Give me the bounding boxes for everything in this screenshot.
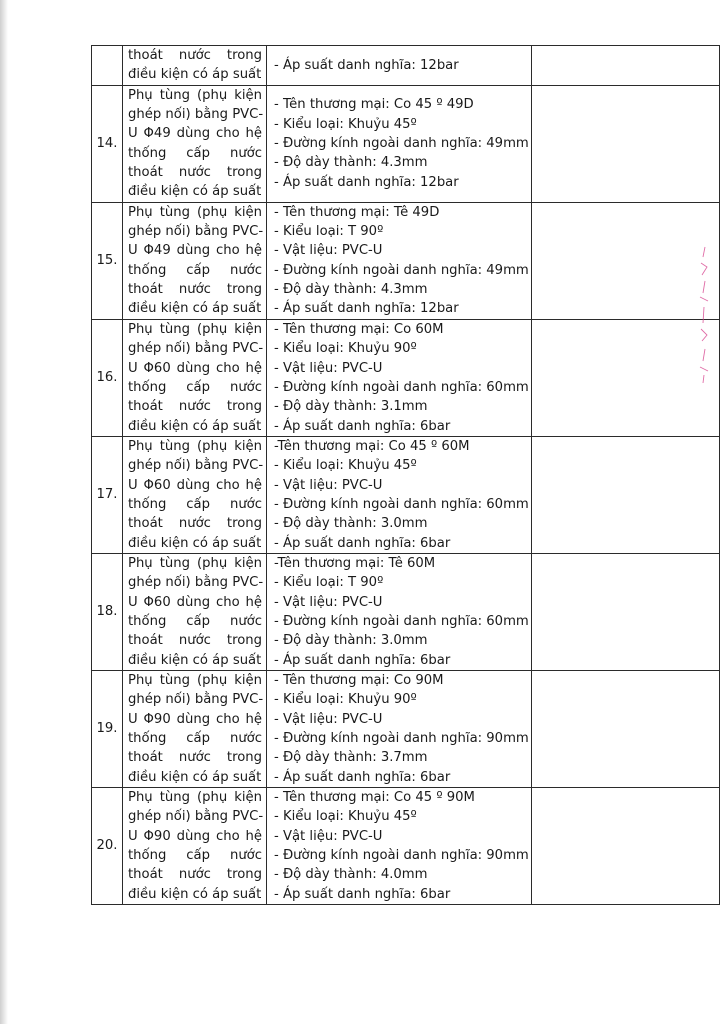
specification-cell bbox=[267, 85, 532, 202]
table-row bbox=[92, 788, 720, 905]
specification-cell bbox=[267, 436, 532, 553]
specification-line: - Tên thương mại: Co 60M bbox=[274, 321, 444, 337]
specification-line: - Tên thương mại: Co 45 º 49D bbox=[274, 97, 474, 113]
table-row bbox=[92, 202, 720, 319]
product-name-line: U Φ60 dùng cho hệ bbox=[128, 360, 262, 376]
product-name-line: ghép nối) bằng PVC- bbox=[128, 458, 264, 474]
product-name-line: U Φ90 dùng cho hệ bbox=[128, 828, 262, 844]
specification-line: - Tên thương mại: Co 90M bbox=[274, 673, 444, 688]
specification-line: - Vật liệu: PVC-U bbox=[274, 828, 383, 844]
product-name-line: U Φ60 dùng cho hệ bbox=[128, 477, 262, 493]
specification-line: - Độ dày thành: 3.1mm bbox=[274, 399, 428, 415]
product-name-line: thống cấp nước bbox=[128, 731, 262, 747]
specification-line: - Độ dày thành: 4.3mm bbox=[274, 155, 428, 171]
specification-line: - Vật liệu: PVC-U bbox=[274, 477, 383, 493]
product-name-line: thoát nước trong bbox=[128, 516, 262, 532]
specification-cell bbox=[267, 319, 532, 436]
notes-cell bbox=[532, 46, 720, 86]
specification-line: - Đường kính ngoài danh nghĩa: 60mm bbox=[274, 379, 529, 395]
product-name-line: thống cấp nước bbox=[128, 496, 262, 512]
product-name-line: thống cấp nước bbox=[128, 613, 262, 629]
specification-line: - Kiểu loại: Khuỷu 45º bbox=[274, 809, 417, 825]
table-row bbox=[92, 319, 720, 436]
specification-line: - Tên thương mại: Co 45 º 90M bbox=[274, 790, 475, 806]
specification-cell bbox=[267, 671, 532, 788]
product-name-line: điều kiện có áp suất bbox=[128, 769, 262, 785]
product-name-line: thoát nước trong bbox=[128, 165, 262, 181]
specification-line: - Đường kính ngoài danh nghĩa: 60mm bbox=[274, 613, 529, 629]
product-name-line: U Φ49 dùng cho hệ bbox=[128, 243, 262, 259]
specification-line: - Áp suất danh nghĩa: 6bar bbox=[274, 769, 451, 785]
table-row bbox=[92, 436, 720, 553]
product-name-cell bbox=[123, 85, 267, 202]
product-name-line: điều kiện có áp suất bbox=[128, 886, 262, 902]
product-name-cell bbox=[123, 319, 267, 436]
product-name-cell bbox=[123, 788, 267, 905]
notes-cell bbox=[532, 671, 720, 788]
specification-line: - Áp suất danh nghĩa: 6bar bbox=[274, 652, 451, 668]
notes-cell bbox=[532, 202, 720, 319]
specification-line: - Áp suất danh nghĩa: 6bar bbox=[274, 418, 451, 434]
specification-line: - Độ dày thành: 4.0mm bbox=[274, 867, 428, 883]
specification-line: - Áp suất danh nghĩa: 6bar bbox=[274, 886, 451, 902]
product-name-line: ghép nối) bằng PVC- bbox=[128, 575, 264, 591]
product-name-line: U Φ90 dùng cho hệ bbox=[128, 711, 262, 727]
specification-line: - Vật liệu: PVC-U bbox=[274, 594, 383, 610]
product-name-line: Phụ tùng (phụ kiện bbox=[128, 555, 262, 571]
product-name-line: U Φ60 dùng cho hệ bbox=[128, 594, 262, 610]
specification-line: - Áp suất danh nghĩa: 12bar bbox=[274, 174, 459, 190]
product-name-line: điều kiện có áp suất bbox=[128, 535, 262, 551]
product-name-line: U Φ49 dùng cho hệ bbox=[128, 126, 262, 142]
specification-line: - Đường kính ngoài danh nghĩa: 60mm bbox=[274, 496, 529, 512]
row-number-cell: 15. bbox=[92, 202, 123, 319]
product-name-line: Phụ tùng (phụ kiện bbox=[128, 321, 262, 337]
notes-cell bbox=[532, 319, 720, 436]
table-body bbox=[92, 46, 720, 905]
product-name-line: Phụ tùng (phụ kiện bbox=[128, 438, 262, 454]
product-name-line: Phụ tùng (phụ kiện bbox=[128, 87, 262, 103]
product-name-line: Phụ tùng (phụ kiện bbox=[128, 790, 262, 806]
specification-cell bbox=[267, 202, 532, 319]
notes-cell bbox=[532, 553, 720, 670]
specification-line: - Kiểu loại: Khuỷu 45º bbox=[274, 458, 417, 474]
specification-line: - Kiểu loại: T 90º bbox=[274, 575, 384, 591]
product-name-line: điều kiện có áp suất bbox=[128, 418, 262, 434]
notes-cell bbox=[532, 436, 720, 553]
row-number-cell: 17. bbox=[92, 436, 123, 553]
product-name-line: thoát nước trong bbox=[128, 48, 262, 63]
specification-line: - Kiểu loại: Khuỷu 45º bbox=[274, 116, 417, 132]
table-row bbox=[92, 671, 720, 788]
product-name-line: ghép nối) bằng PVC- bbox=[128, 341, 264, 357]
table-row-continued bbox=[92, 46, 720, 86]
product-name-line: thống cấp nước bbox=[128, 848, 262, 864]
table-row bbox=[92, 553, 720, 670]
product-name-line: ghép nối) bằng PVC- bbox=[128, 692, 264, 708]
product-name-cell bbox=[123, 671, 267, 788]
product-name-line: ghép nối) bằng PVC- bbox=[128, 107, 264, 123]
product-name-cell bbox=[123, 436, 267, 553]
product-name-line: điều kiện có áp suất bbox=[128, 301, 262, 317]
product-name-line: thoát nước trong bbox=[128, 750, 262, 766]
product-name-line: thoát nước trong bbox=[128, 399, 262, 415]
scan-edge-shadow bbox=[0, 0, 8, 1024]
notes-cell bbox=[532, 788, 720, 905]
product-name-line: thoát nước trong bbox=[128, 633, 262, 649]
product-name-cell bbox=[123, 553, 267, 670]
product-name-line: thống cấp nước bbox=[128, 145, 262, 161]
specification-line: - Áp suất danh nghĩa: 12bar bbox=[274, 301, 459, 317]
specification-line: - Kiểu loại: Khuỷu 90º bbox=[274, 692, 417, 708]
row-number-cell: 19. bbox=[92, 671, 123, 788]
specification-line: - Đường kính ngoài danh nghĩa: 90mm bbox=[274, 848, 529, 864]
specification-line: - Vật liệu: PVC-U bbox=[274, 360, 383, 376]
specification-line: - Độ dày thành: 3.0mm bbox=[274, 516, 428, 532]
notes-cell bbox=[532, 85, 720, 202]
specification-line: - Vật liệu: PVC-U bbox=[274, 243, 383, 259]
table-row bbox=[92, 85, 720, 202]
product-name-line: điều kiện có áp suất bbox=[128, 652, 262, 668]
specification-line: -Tên thương mại: Co 45 º 60M bbox=[274, 438, 470, 454]
product-name-line: thống cấp nước bbox=[128, 262, 262, 278]
row-number-cell: 14. bbox=[92, 85, 123, 202]
specification-line: - Kiểu loại: T 90º bbox=[274, 224, 384, 240]
product-name-line: điều kiện có áp suất bbox=[128, 184, 262, 200]
specification-cell bbox=[267, 788, 532, 905]
specification-line: -Tên thương mại: Tê 60M bbox=[274, 555, 436, 571]
row-number-cell: 18. bbox=[92, 553, 123, 670]
product-name-cell bbox=[123, 202, 267, 319]
specification-line: - Áp suất danh nghĩa: 6bar bbox=[274, 535, 451, 551]
specification-line: - Độ dày thành: 4.3mm bbox=[274, 282, 428, 298]
specification-line: - Kiểu loại: Khuỷu 90º bbox=[274, 341, 417, 357]
product-name-line: thoát nước trong bbox=[128, 867, 262, 883]
specification-line: - Độ dày thành: 3.0mm bbox=[274, 633, 428, 649]
row-number-cell bbox=[92, 46, 123, 86]
specification-cell bbox=[267, 553, 532, 670]
product-spec-table bbox=[91, 45, 720, 905]
product-name-line: thống cấp nước bbox=[128, 379, 262, 395]
product-name-line: Phụ tùng (phụ kiện bbox=[128, 673, 262, 688]
row-number-cell: 16. bbox=[92, 319, 123, 436]
product-name-line: Phụ tùng (phụ kiện bbox=[128, 204, 262, 220]
product-name-cell bbox=[123, 46, 267, 86]
row-number-cell: 20. bbox=[92, 788, 123, 905]
specification-line: - Áp suất danh nghĩa: 12bar bbox=[274, 57, 459, 73]
product-name-line: ghép nối) bằng PVC- bbox=[128, 224, 264, 240]
handwritten-margin-note bbox=[697, 245, 711, 385]
specification-line: - Đường kính ngoài danh nghĩa: 90mm bbox=[274, 731, 529, 747]
product-name-line: thoát nước trong bbox=[128, 282, 262, 298]
specification-line: - Đường kính ngoài danh nghĩa: 49mm bbox=[274, 136, 529, 152]
product-name-line: ghép nối) bằng PVC- bbox=[128, 809, 264, 825]
specification-line: - Vật liệu: PVC-U bbox=[274, 711, 383, 727]
specification-line: - Độ dày thành: 3.7mm bbox=[274, 750, 428, 766]
specification-line: - Đường kính ngoài danh nghĩa: 49mm bbox=[274, 262, 529, 278]
specification-cell bbox=[267, 46, 532, 86]
specification-line: - Tên thương mại: Tê 49D bbox=[274, 204, 440, 220]
product-name-line: điều kiện có áp suất bbox=[128, 67, 262, 83]
